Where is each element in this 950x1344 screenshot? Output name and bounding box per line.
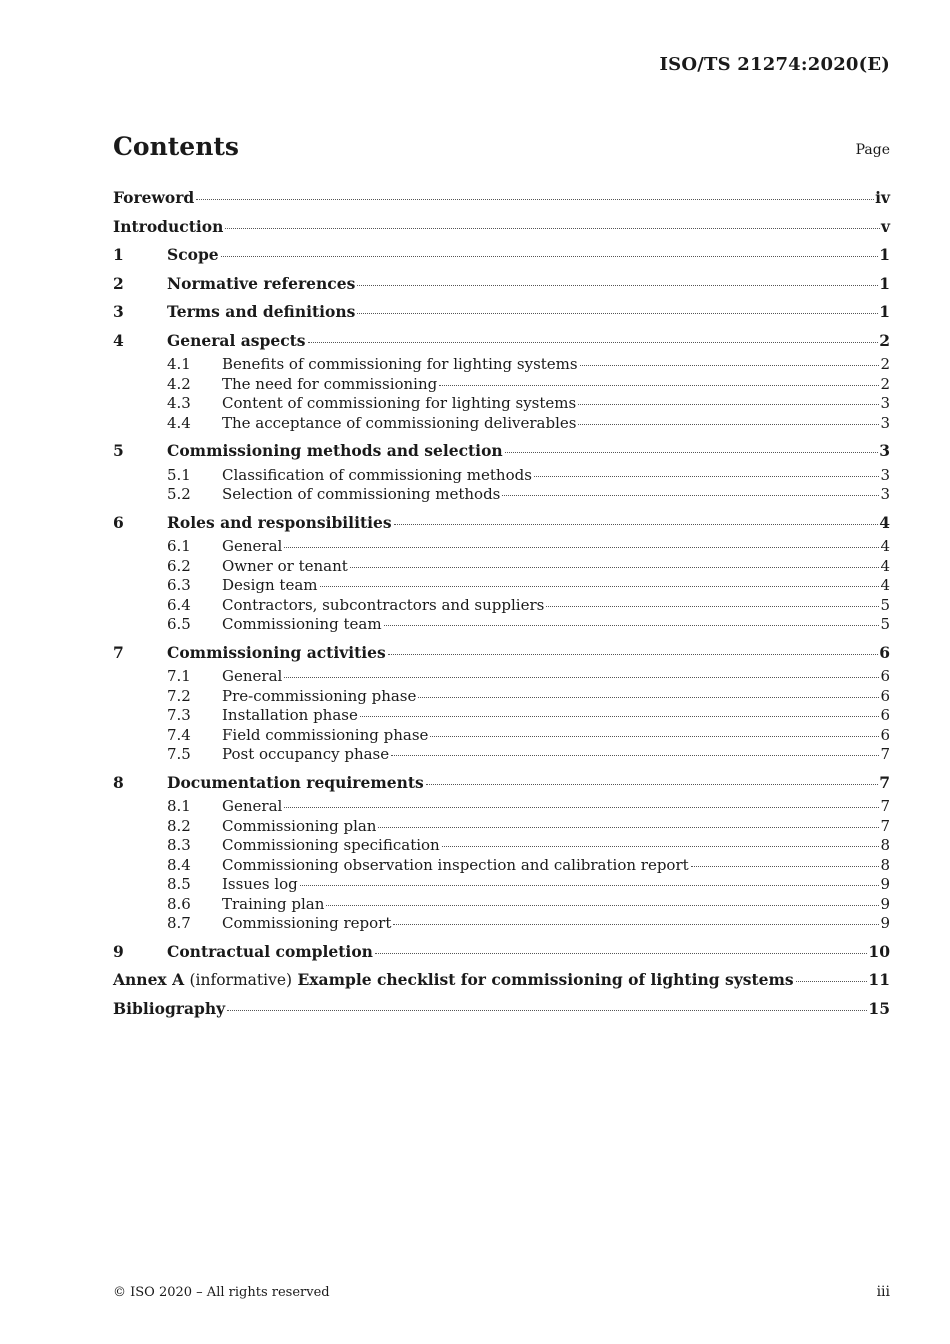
toc-subclause-8-1[interactable] xyxy=(113,797,890,817)
dot-leader xyxy=(357,284,878,286)
toc-subclause-4-3[interactable] xyxy=(113,394,890,414)
toc-subclause-6-2[interactable] xyxy=(113,557,890,577)
toc-front-1[interactable] xyxy=(113,213,890,242)
toc-entry-page: 3 xyxy=(879,441,890,460)
toc-entry-title: Introduction xyxy=(113,216,224,236)
toc-entry-page: 4 xyxy=(879,512,890,532)
toc-entry-number: 6.1 xyxy=(167,537,191,555)
toc-entry-number: 6.3 xyxy=(167,576,191,594)
dot-leader xyxy=(221,255,879,257)
toc-annex-a[interactable] xyxy=(113,966,890,995)
toc-entry-page: 8 xyxy=(880,855,890,874)
toc-subclause-6-1[interactable] xyxy=(113,537,890,557)
toc-entry-page: 5 xyxy=(880,615,890,633)
toc-entry-page: 3 xyxy=(880,465,890,484)
toc-entry-title: General aspects xyxy=(167,330,306,350)
toc-entry-number: 8.7 xyxy=(167,914,191,932)
dot-leader xyxy=(691,865,880,867)
toc-entry-number: 7.2 xyxy=(167,686,191,705)
toc-entry-page: 7 xyxy=(880,745,890,763)
toc-entry-number: 3 xyxy=(113,302,124,321)
toc-entry-page: 10 xyxy=(868,941,890,961)
toc-clause-6[interactable] xyxy=(113,509,890,538)
toc-entry-title: The acceptance of commissioning deliverables xyxy=(222,413,577,432)
toc-entry-number: 8.3 xyxy=(167,836,191,854)
toc-subclause-8-2[interactable] xyxy=(113,817,890,837)
toc-entry-number: 7 xyxy=(113,642,124,662)
page-number: iii xyxy=(876,1284,890,1300)
toc-entry-title: Contractors, subcontractors and suppliers xyxy=(222,595,545,614)
toc-entry-title: Normative references xyxy=(167,273,356,293)
dot-leader xyxy=(439,384,879,386)
dot-leader xyxy=(796,980,868,982)
dot-leader xyxy=(394,523,879,525)
toc-entry-title: Design team xyxy=(222,576,318,594)
toc-subclause-5-1[interactable] xyxy=(113,466,890,486)
toc-entry-number: 6.4 xyxy=(167,595,191,614)
toc-subclause-7-2[interactable] xyxy=(113,687,890,707)
toc-entry-number: 7.3 xyxy=(167,706,191,724)
toc-entry-number: 6 xyxy=(113,512,124,532)
toc-subclause-8-3[interactable] xyxy=(113,836,890,856)
dot-leader xyxy=(360,715,880,717)
toc-entry-title: Commissioning team xyxy=(222,615,382,633)
toc-entry-title: General xyxy=(222,537,283,555)
toc-entry-title: Training plan xyxy=(222,894,325,913)
toc-entry-title: Documentation requirements xyxy=(167,772,424,792)
toc-entry-title: Bibliography xyxy=(113,998,226,1018)
toc-entry-title: Post occupancy phase xyxy=(222,745,390,763)
toc-entry-page: 1 xyxy=(879,302,890,321)
dot-leader xyxy=(418,696,879,698)
toc-entry-number: 8.6 xyxy=(167,894,191,913)
toc-entry-title: Installation phase xyxy=(222,706,358,724)
toc-entry-number: 5 xyxy=(113,441,124,460)
toc-entry-number: 8.5 xyxy=(167,875,191,893)
toc-entry-page: 1 xyxy=(879,273,890,293)
toc-entry-number: 4.2 xyxy=(167,374,191,393)
toc-subclause-7-3[interactable] xyxy=(113,706,890,726)
toc-entry-page: 4 xyxy=(880,556,890,575)
toc-clause-4[interactable] xyxy=(113,327,890,356)
dot-leader xyxy=(227,1009,867,1011)
toc-entry-page: 7 xyxy=(880,797,890,815)
toc-entry-title: The need for commissioning xyxy=(222,374,438,393)
toc-clause-3[interactable] xyxy=(113,298,890,327)
toc-entry-title: Scope xyxy=(167,245,219,264)
toc-entry-number: 7.5 xyxy=(167,745,191,763)
dot-leader xyxy=(284,806,879,808)
toc-clause-2[interactable] xyxy=(113,270,890,299)
toc-entry-number: 2 xyxy=(113,273,124,293)
dot-leader xyxy=(357,312,878,314)
toc-entry-title: Owner or tenant xyxy=(222,556,348,575)
dot-leader xyxy=(378,826,879,828)
toc-entry-page: 5 xyxy=(880,595,890,614)
dot-leader xyxy=(225,227,880,229)
dot-leader xyxy=(391,754,879,756)
toc-entry-title: General xyxy=(222,797,283,815)
toc-entry-number: 8.1 xyxy=(167,797,191,815)
toc-entry-title: Roles and responsibilities xyxy=(167,512,392,532)
page-column-label: Page xyxy=(855,142,890,158)
toc-entry-title: Selection of commissioning methods xyxy=(222,485,501,503)
dot-leader xyxy=(502,494,879,496)
toc-entry-page: 15 xyxy=(868,998,890,1018)
toc-subclause-group xyxy=(113,797,890,934)
toc-entry-number: 6.5 xyxy=(167,615,191,633)
toc-subclause-8-6[interactable] xyxy=(113,895,890,915)
dot-leader xyxy=(430,735,879,737)
dot-leader xyxy=(320,585,880,587)
dot-leader xyxy=(308,341,879,343)
annex-type: (informative) xyxy=(189,971,293,989)
toc-entry-number: 9 xyxy=(113,941,124,961)
toc-entry-number: 1 xyxy=(113,245,124,264)
dot-leader xyxy=(578,423,879,425)
toc-bibliography[interactable] xyxy=(113,995,890,1024)
toc-entry-page: 3 xyxy=(880,413,890,432)
toc-entry-page: 2 xyxy=(879,330,890,350)
toc-entry-page: 8 xyxy=(880,836,890,854)
toc-subclause-6-4[interactable] xyxy=(113,596,890,616)
toc-entry-page: 1 xyxy=(879,245,890,264)
toc-entry-page: 4 xyxy=(880,537,890,555)
dot-leader xyxy=(284,546,879,548)
dot-leader xyxy=(578,403,879,405)
toc-entry-title: Content of commissioning for lighting systems xyxy=(222,394,577,412)
toc-entry-page: 6 xyxy=(880,667,890,685)
toc-entry-page: 11 xyxy=(868,970,890,989)
toc-subclause-7-1[interactable] xyxy=(113,667,890,687)
toc-entry-title: Issues log xyxy=(222,875,298,893)
dot-leader xyxy=(426,783,878,785)
toc-subclause-7-5[interactable] xyxy=(113,745,890,765)
toc-entry-page: 6 xyxy=(880,686,890,705)
toc-entry-page: 3 xyxy=(880,394,890,412)
toc-front-0[interactable] xyxy=(113,184,890,213)
annex-title: Example checklist for commissioning of lighting systems xyxy=(297,970,794,989)
table-of-contents xyxy=(113,184,890,1023)
toc-subclause-6-5[interactable] xyxy=(113,615,890,635)
dot-leader xyxy=(534,475,880,477)
dot-leader xyxy=(388,653,878,655)
toc-entry-page: 6 xyxy=(879,642,890,662)
toc-entry-page: 3 xyxy=(880,485,890,503)
toc-clause-5[interactable] xyxy=(113,437,890,466)
toc-entry-page: 2 xyxy=(880,355,890,373)
dot-leader xyxy=(546,605,879,607)
contents-title: Contents xyxy=(113,132,240,161)
toc-entry-title: Classification of commissioning methods xyxy=(222,465,532,484)
toc-entry-title: Benefits of commissioning for lighting systems xyxy=(222,355,578,373)
toc-entry-title: Commissioning report xyxy=(222,914,392,932)
toc-entry-title: Terms and definitions xyxy=(167,302,356,321)
toc-entry-title: Foreword xyxy=(113,188,195,207)
toc-subclause-8-7[interactable] xyxy=(113,914,890,934)
toc-entry-number: 8 xyxy=(113,772,124,792)
toc-entry-number: 8.2 xyxy=(167,816,191,835)
toc-subclause-4-1[interactable] xyxy=(113,355,890,375)
toc-annex-title xyxy=(113,966,794,995)
toc-subclause-6-3[interactable] xyxy=(113,576,890,596)
toc-entry-page: 9 xyxy=(880,914,890,932)
toc-clause-9[interactable] xyxy=(113,938,890,967)
toc-clause-8[interactable] xyxy=(113,769,890,798)
dot-leader xyxy=(375,952,867,954)
toc-entry-title: Field commissioning phase xyxy=(222,725,429,744)
toc-entry-number: 4.1 xyxy=(167,355,191,373)
toc-subclause-8-5[interactable] xyxy=(113,875,890,895)
toc-subclause-4-2[interactable] xyxy=(113,375,890,395)
toc-entry-number: 8.4 xyxy=(167,855,191,874)
toc-entry-page: v xyxy=(880,216,890,236)
toc-entry-page: 6 xyxy=(880,706,890,724)
toc-entry-title: Pre-commissioning phase xyxy=(222,686,417,705)
dot-leader xyxy=(300,884,880,886)
annex-label: Annex A xyxy=(113,970,185,989)
toc-entry-title: Commissioning observation inspection and calibration report xyxy=(222,855,689,874)
toc-entry-title: General xyxy=(222,667,283,685)
toc-subclause-8-4[interactable] xyxy=(113,856,890,876)
toc-entry-title: Commissioning plan xyxy=(222,816,377,835)
toc-entry-number: 4 xyxy=(113,330,124,350)
toc-entry-page: 7 xyxy=(880,816,890,835)
toc-entry-number: 5.2 xyxy=(167,485,191,503)
toc-entry-number: 6.2 xyxy=(167,556,191,575)
toc-entry-number: 4.4 xyxy=(167,413,191,432)
dot-leader xyxy=(196,198,874,200)
dot-leader xyxy=(505,451,879,453)
document-id: ISO/TS 21274:2020(E) xyxy=(659,54,890,75)
dot-leader xyxy=(326,904,879,906)
toc-subclause-group xyxy=(113,466,890,505)
toc-entry-page: 9 xyxy=(880,875,890,893)
toc-subclause-7-4[interactable] xyxy=(113,726,890,746)
toc-entry-page: 2 xyxy=(880,374,890,393)
toc-clause-1[interactable] xyxy=(113,241,890,270)
dot-leader xyxy=(580,364,880,366)
toc-subclause-group xyxy=(113,355,890,433)
dot-leader xyxy=(384,624,880,626)
toc-clause-7[interactable] xyxy=(113,639,890,668)
toc-entry-page: 6 xyxy=(880,725,890,744)
toc-entry-title: Commissioning activities xyxy=(167,642,386,662)
toc-entry-page: 7 xyxy=(879,772,890,792)
dot-leader xyxy=(284,676,879,678)
toc-entry-number: 5.1 xyxy=(167,465,191,484)
toc-subclause-group xyxy=(113,537,890,635)
toc-entry-number: 7.4 xyxy=(167,725,191,744)
toc-entry-title: Contractual completion xyxy=(167,941,373,961)
toc-entry-title: Commissioning specification xyxy=(222,836,440,854)
toc-entry-page: iv xyxy=(875,188,890,207)
toc-entry-title: Commissioning methods and selection xyxy=(167,441,503,460)
toc-entry-page: 9 xyxy=(880,894,890,913)
toc-entry-number: 7.1 xyxy=(167,667,191,685)
dot-leader xyxy=(393,923,879,925)
toc-entry-page: 4 xyxy=(880,576,890,594)
copyright-notice: © ISO 2020 – All rights reserved xyxy=(113,1285,330,1300)
toc-subclause-4-4[interactable] xyxy=(113,414,890,434)
toc-entry-number: 4.3 xyxy=(167,394,191,412)
toc-subclause-group xyxy=(113,667,890,765)
dot-leader xyxy=(442,845,880,847)
dot-leader xyxy=(350,566,880,568)
toc-subclause-5-2[interactable] xyxy=(113,485,890,505)
